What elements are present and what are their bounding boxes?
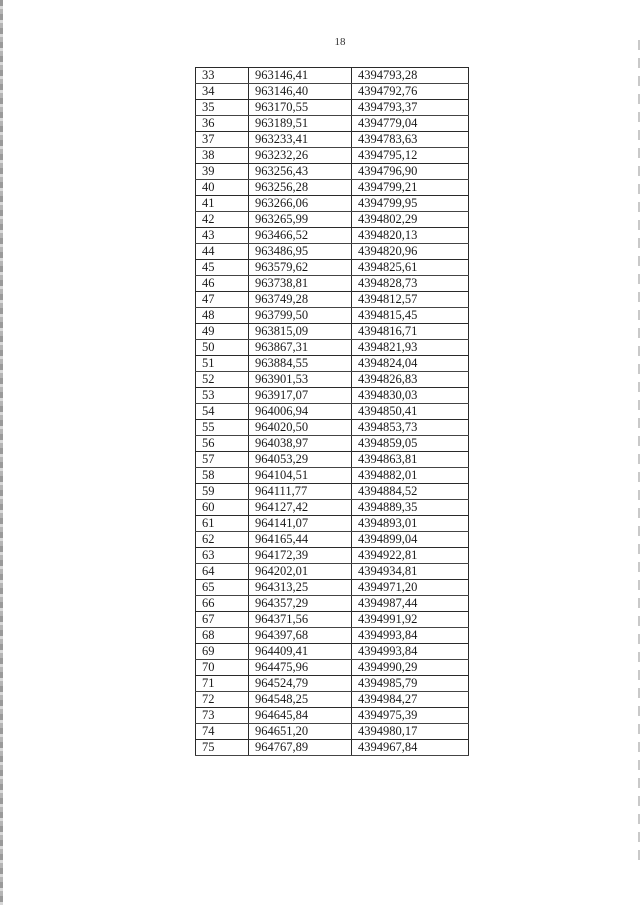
point-number-cell: 50 xyxy=(196,340,249,356)
table-row xyxy=(196,276,469,292)
x-coordinate-cell: 964053,29 xyxy=(249,452,352,468)
x-coordinate-cell: 963256,43 xyxy=(249,164,352,180)
table-row xyxy=(196,100,469,116)
table-row xyxy=(196,452,469,468)
table-row xyxy=(196,500,469,516)
point-number-cell: 72 xyxy=(196,692,249,708)
table-row xyxy=(196,468,469,484)
table-row xyxy=(196,532,469,548)
table-row xyxy=(196,372,469,388)
point-number-cell: 34 xyxy=(196,84,249,100)
y-coordinate-cell: 4394815,45 xyxy=(352,308,469,324)
table-row xyxy=(196,148,469,164)
point-number-cell: 63 xyxy=(196,548,249,564)
y-coordinate-cell: 4394884,52 xyxy=(352,484,469,500)
y-coordinate-cell: 4394792,76 xyxy=(352,84,469,100)
point-number-cell: 66 xyxy=(196,596,249,612)
table-row xyxy=(196,228,469,244)
y-coordinate-cell: 4394853,73 xyxy=(352,420,469,436)
table-row xyxy=(196,212,469,228)
table-row xyxy=(196,644,469,660)
y-coordinate-cell: 4394826,83 xyxy=(352,372,469,388)
y-coordinate-cell: 4394821,93 xyxy=(352,340,469,356)
table-row xyxy=(196,324,469,340)
x-coordinate-cell: 964020,50 xyxy=(249,420,352,436)
point-number-cell: 64 xyxy=(196,564,249,580)
table-row xyxy=(196,628,469,644)
table-row xyxy=(196,580,469,596)
coordinates-table xyxy=(195,67,469,756)
x-coordinate-cell: 964397,68 xyxy=(249,628,352,644)
point-number-cell: 75 xyxy=(196,740,249,756)
x-coordinate-cell: 964111,77 xyxy=(249,484,352,500)
y-coordinate-cell: 4394967,84 xyxy=(352,740,469,756)
y-coordinate-cell: 4394820,13 xyxy=(352,228,469,244)
x-coordinate-cell: 963266,06 xyxy=(249,196,352,212)
point-number-cell: 57 xyxy=(196,452,249,468)
y-coordinate-cell: 4394971,20 xyxy=(352,580,469,596)
point-number-cell: 62 xyxy=(196,532,249,548)
y-coordinate-cell: 4394796,90 xyxy=(352,164,469,180)
y-coordinate-cell: 4394779,04 xyxy=(352,116,469,132)
x-coordinate-cell: 963170,55 xyxy=(249,100,352,116)
table-row xyxy=(196,516,469,532)
x-coordinate-cell: 963466,52 xyxy=(249,228,352,244)
table-row xyxy=(196,548,469,564)
table-row xyxy=(196,84,469,100)
table-row xyxy=(196,676,469,692)
table-row xyxy=(196,180,469,196)
y-coordinate-cell: 4394899,04 xyxy=(352,532,469,548)
x-coordinate-cell: 963232,26 xyxy=(249,148,352,164)
y-coordinate-cell: 4394825,61 xyxy=(352,260,469,276)
point-number-cell: 47 xyxy=(196,292,249,308)
point-number-cell: 40 xyxy=(196,180,249,196)
x-coordinate-cell: 964141,07 xyxy=(249,516,352,532)
x-coordinate-cell: 963486,95 xyxy=(249,244,352,260)
x-coordinate-cell: 963901,53 xyxy=(249,372,352,388)
table-row xyxy=(196,260,469,276)
x-coordinate-cell: 964038,97 xyxy=(249,436,352,452)
y-coordinate-cell: 4394882,01 xyxy=(352,468,469,484)
table-row xyxy=(196,708,469,724)
x-coordinate-cell: 963815,09 xyxy=(249,324,352,340)
y-coordinate-cell: 4394793,37 xyxy=(352,100,469,116)
y-coordinate-cell: 4394816,71 xyxy=(352,324,469,340)
x-coordinate-cell: 963256,28 xyxy=(249,180,352,196)
table-row xyxy=(196,692,469,708)
x-coordinate-cell: 963233,41 xyxy=(249,132,352,148)
point-number-cell: 55 xyxy=(196,420,249,436)
table-row xyxy=(196,116,469,132)
x-coordinate-cell: 963867,31 xyxy=(249,340,352,356)
point-number-cell: 69 xyxy=(196,644,249,660)
y-coordinate-cell: 4394987,44 xyxy=(352,596,469,612)
table-row xyxy=(196,740,469,756)
x-coordinate-cell: 963749,28 xyxy=(249,292,352,308)
scan-edge-left xyxy=(0,0,3,905)
y-coordinate-cell: 4394922,81 xyxy=(352,548,469,564)
x-coordinate-cell: 964006,94 xyxy=(249,404,352,420)
point-number-cell: 43 xyxy=(196,228,249,244)
x-coordinate-cell: 963738,81 xyxy=(249,276,352,292)
point-number-cell: 39 xyxy=(196,164,249,180)
y-coordinate-cell: 4394812,57 xyxy=(352,292,469,308)
table-row xyxy=(196,356,469,372)
table-row xyxy=(196,196,469,212)
table-row xyxy=(196,724,469,740)
table-row xyxy=(196,308,469,324)
x-coordinate-cell: 964202,01 xyxy=(249,564,352,580)
y-coordinate-cell: 4394990,29 xyxy=(352,660,469,676)
x-coordinate-cell: 964313,25 xyxy=(249,580,352,596)
point-number-cell: 45 xyxy=(196,260,249,276)
table-row xyxy=(196,244,469,260)
x-coordinate-cell: 964371,56 xyxy=(249,612,352,628)
point-number-cell: 73 xyxy=(196,708,249,724)
point-number-cell: 41 xyxy=(196,196,249,212)
x-coordinate-cell: 964475,96 xyxy=(249,660,352,676)
x-coordinate-cell: 963265,99 xyxy=(249,212,352,228)
point-number-cell: 38 xyxy=(196,148,249,164)
point-number-cell: 67 xyxy=(196,612,249,628)
point-number-cell: 33 xyxy=(196,68,249,84)
point-number-cell: 65 xyxy=(196,580,249,596)
table-row xyxy=(196,132,469,148)
point-number-cell: 53 xyxy=(196,388,249,404)
x-coordinate-cell: 964357,29 xyxy=(249,596,352,612)
x-coordinate-cell: 964524,79 xyxy=(249,676,352,692)
y-coordinate-cell: 4394795,12 xyxy=(352,148,469,164)
x-coordinate-cell: 963917,07 xyxy=(249,388,352,404)
y-coordinate-cell: 4394830,03 xyxy=(352,388,469,404)
point-number-cell: 44 xyxy=(196,244,249,260)
point-number-cell: 59 xyxy=(196,484,249,500)
point-number-cell: 58 xyxy=(196,468,249,484)
x-coordinate-cell: 964409,41 xyxy=(249,644,352,660)
x-coordinate-cell: 964767,89 xyxy=(249,740,352,756)
point-number-cell: 42 xyxy=(196,212,249,228)
table-row xyxy=(196,596,469,612)
y-coordinate-cell: 4394783,63 xyxy=(352,132,469,148)
x-coordinate-cell: 963146,40 xyxy=(249,84,352,100)
table-row xyxy=(196,436,469,452)
x-coordinate-cell: 963146,41 xyxy=(249,68,352,84)
x-coordinate-cell: 963189,51 xyxy=(249,116,352,132)
table-row xyxy=(196,388,469,404)
table-row xyxy=(196,340,469,356)
x-coordinate-cell: 964104,51 xyxy=(249,468,352,484)
x-coordinate-cell: 964651,20 xyxy=(249,724,352,740)
y-coordinate-cell: 4394799,21 xyxy=(352,180,469,196)
y-coordinate-cell: 4394824,04 xyxy=(352,356,469,372)
table-row xyxy=(196,484,469,500)
point-number-cell: 68 xyxy=(196,628,249,644)
y-coordinate-cell: 4394802,29 xyxy=(352,212,469,228)
y-coordinate-cell: 4394993,84 xyxy=(352,628,469,644)
table-row xyxy=(196,564,469,580)
table-row xyxy=(196,660,469,676)
point-number-cell: 46 xyxy=(196,276,249,292)
table-row xyxy=(196,292,469,308)
table-row xyxy=(196,420,469,436)
y-coordinate-cell: 4394850,41 xyxy=(352,404,469,420)
y-coordinate-cell: 4394984,27 xyxy=(352,692,469,708)
y-coordinate-cell: 4394799,95 xyxy=(352,196,469,212)
y-coordinate-cell: 4394828,73 xyxy=(352,276,469,292)
table-row xyxy=(196,612,469,628)
y-coordinate-cell: 4394863,81 xyxy=(352,452,469,468)
point-number-cell: 71 xyxy=(196,676,249,692)
y-coordinate-cell: 4394893,01 xyxy=(352,516,469,532)
y-coordinate-cell: 4394991,92 xyxy=(352,612,469,628)
y-coordinate-cell: 4394975,39 xyxy=(352,708,469,724)
x-coordinate-cell: 964165,44 xyxy=(249,532,352,548)
x-coordinate-cell: 964645,84 xyxy=(249,708,352,724)
point-number-cell: 37 xyxy=(196,132,249,148)
point-number-cell: 48 xyxy=(196,308,249,324)
point-number-cell: 61 xyxy=(196,516,249,532)
coordinates-table-body xyxy=(196,68,469,756)
y-coordinate-cell: 4394820,96 xyxy=(352,244,469,260)
point-number-cell: 60 xyxy=(196,500,249,516)
y-coordinate-cell: 4394934,81 xyxy=(352,564,469,580)
y-coordinate-cell: 4394993,84 xyxy=(352,644,469,660)
point-number-cell: 52 xyxy=(196,372,249,388)
y-coordinate-cell: 4394793,28 xyxy=(352,68,469,84)
x-coordinate-cell: 964127,42 xyxy=(249,500,352,516)
point-number-cell: 35 xyxy=(196,100,249,116)
point-number-cell: 74 xyxy=(196,724,249,740)
y-coordinate-cell: 4394859,05 xyxy=(352,436,469,452)
point-number-cell: 51 xyxy=(196,356,249,372)
x-coordinate-cell: 964548,25 xyxy=(249,692,352,708)
page-number: 18 xyxy=(334,36,346,48)
x-coordinate-cell: 963884,55 xyxy=(249,356,352,372)
x-coordinate-cell: 963799,50 xyxy=(249,308,352,324)
y-coordinate-cell: 4394889,35 xyxy=(352,500,469,516)
y-coordinate-cell: 4394980,17 xyxy=(352,724,469,740)
y-coordinate-cell: 4394985,79 xyxy=(352,676,469,692)
point-number-cell: 54 xyxy=(196,404,249,420)
point-number-cell: 49 xyxy=(196,324,249,340)
point-number-cell: 56 xyxy=(196,436,249,452)
point-number-cell: 36 xyxy=(196,116,249,132)
x-coordinate-cell: 964172,39 xyxy=(249,548,352,564)
point-number-cell: 70 xyxy=(196,660,249,676)
table-row xyxy=(196,68,469,84)
table-row xyxy=(196,164,469,180)
table-row xyxy=(196,404,469,420)
x-coordinate-cell: 963579,62 xyxy=(249,260,352,276)
